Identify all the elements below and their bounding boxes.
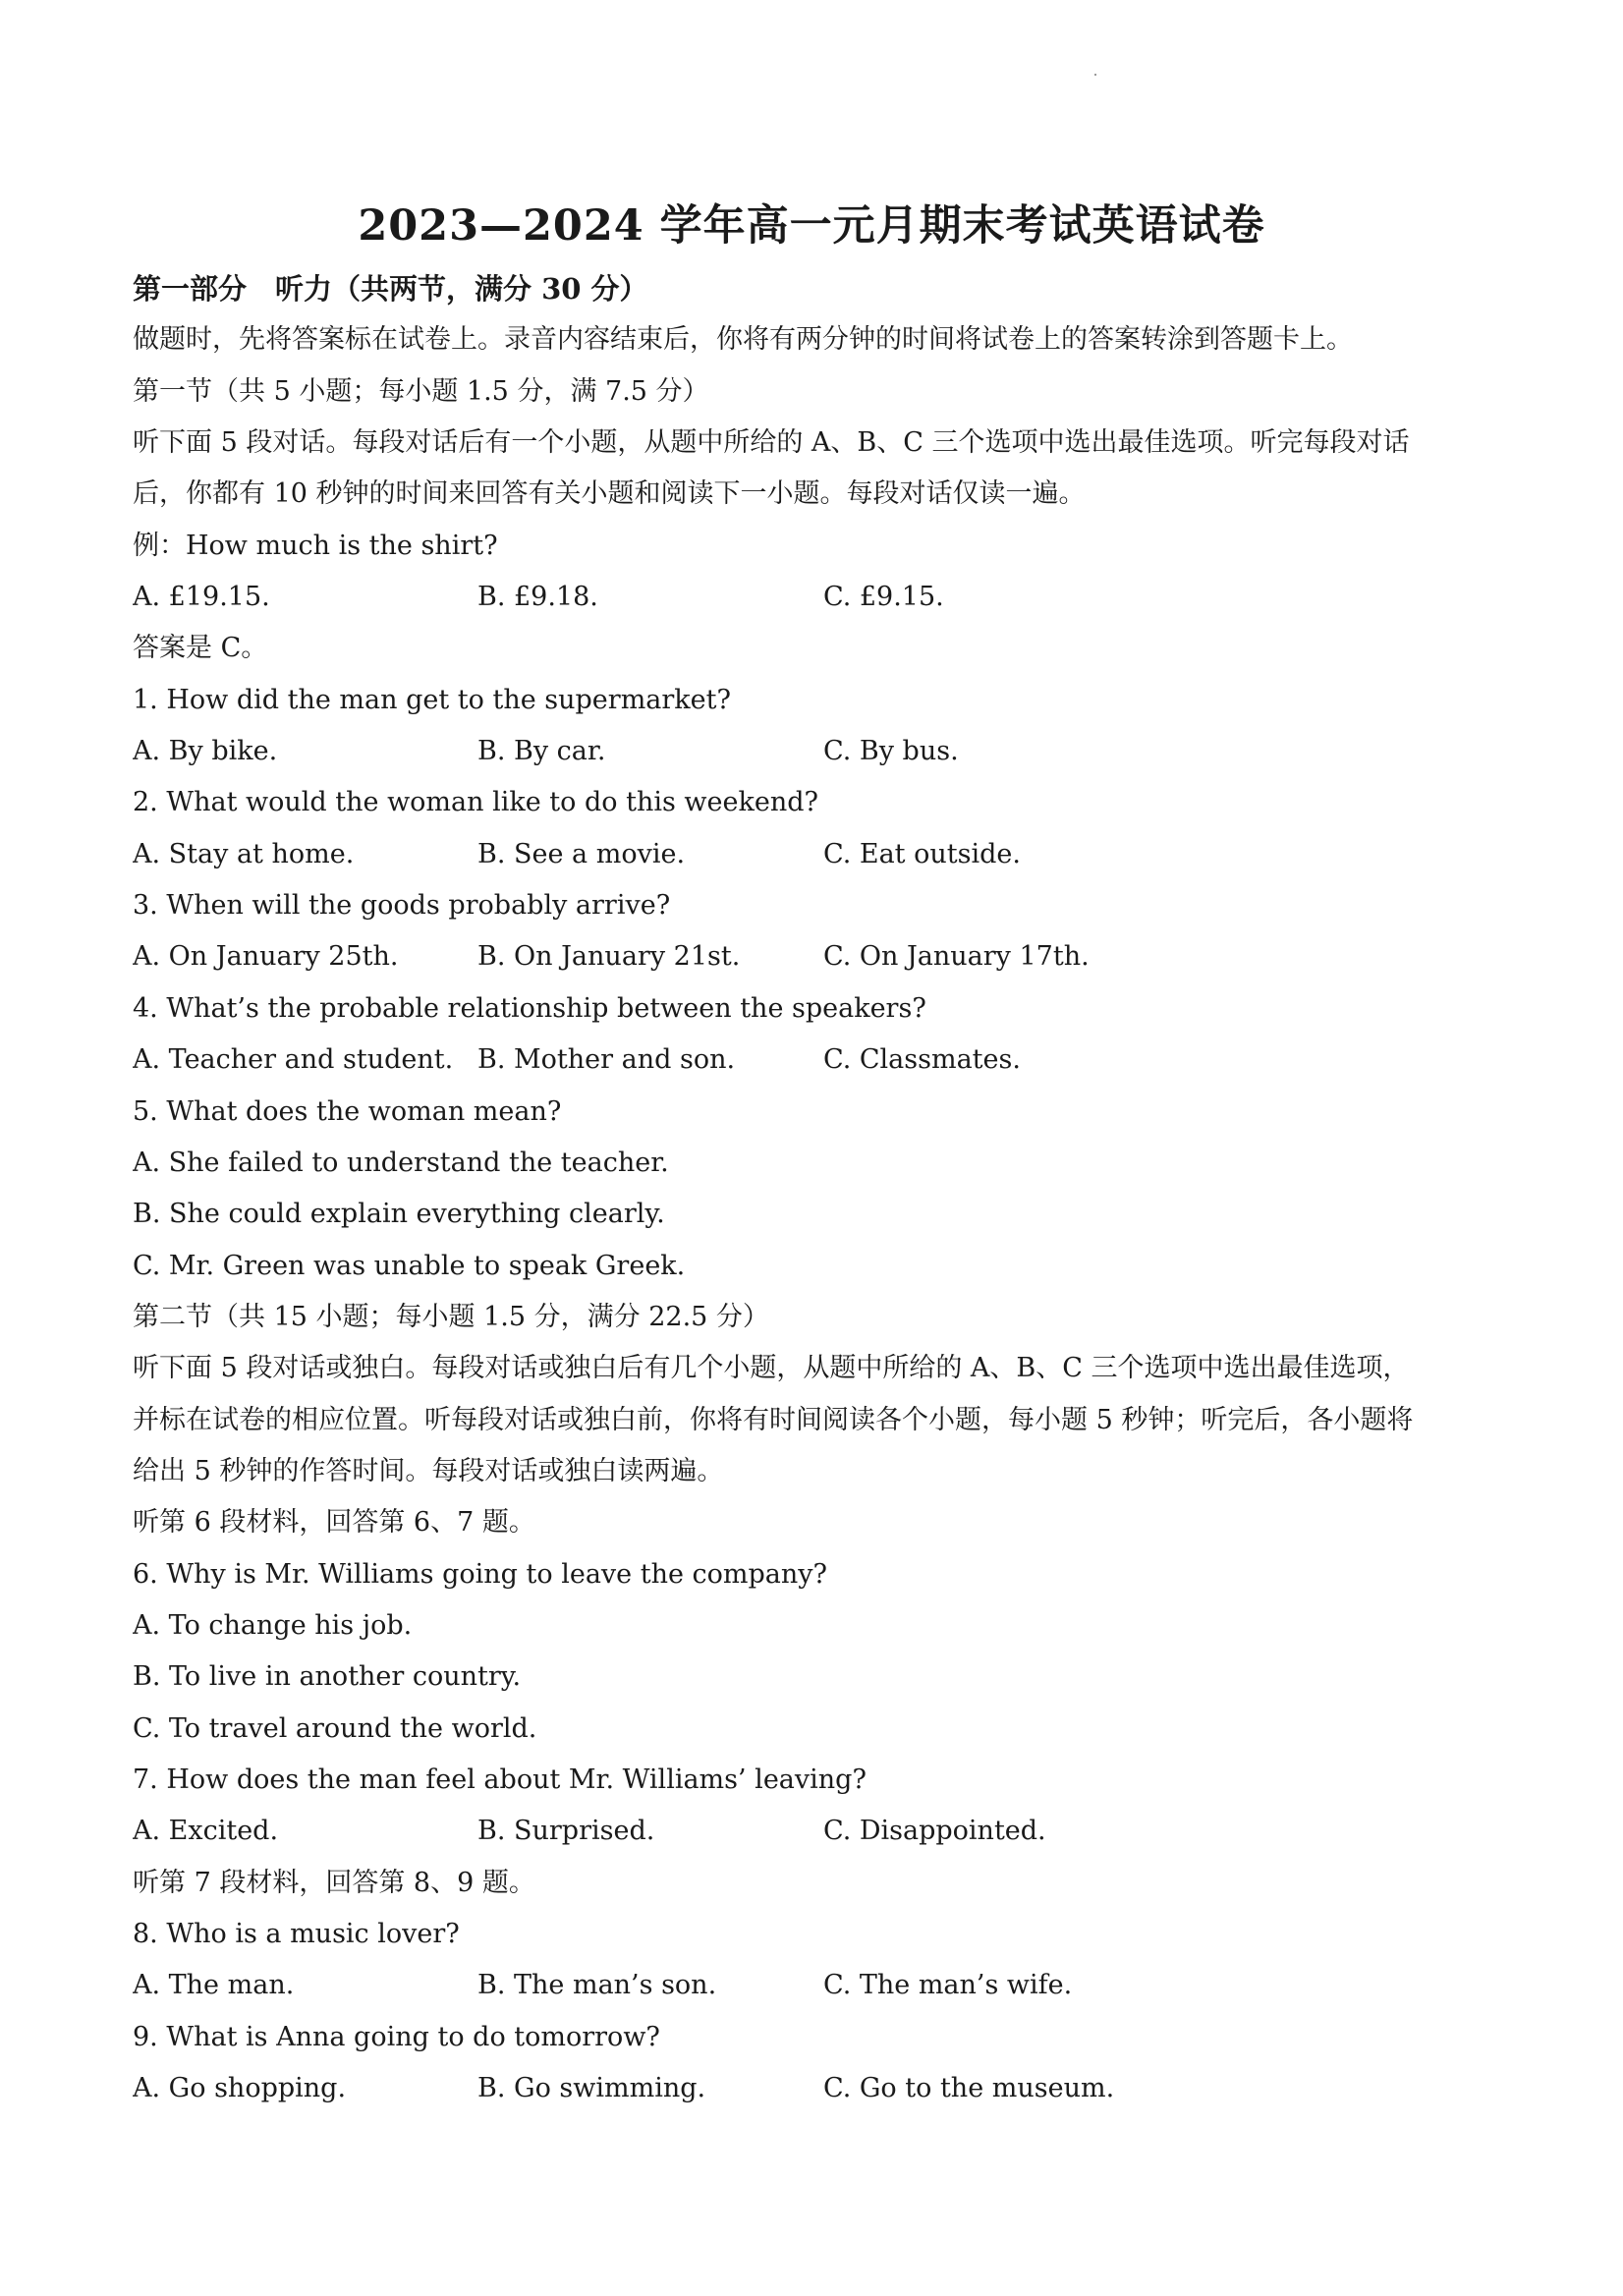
material-6-heading: 听第 6 段材料，回答第 6、7 题。 xyxy=(133,1507,535,1539)
question-4-options xyxy=(133,1035,1508,1086)
material-7-heading: 听第 7 段材料，回答第 8、9 题。 xyxy=(133,1867,535,1898)
option-b: B. On January 21st. xyxy=(477,941,741,973)
option-b: B. See a movie. xyxy=(477,838,686,869)
question-9-options xyxy=(133,2063,1508,2114)
section2-instruction-line: 听下面 5 段对话或独白。每段对话或独白后有几个小题，从题中所给的 A、B、C 三个选项中选出最佳选项， xyxy=(133,1353,1410,1384)
option-c: C. Disappointed. xyxy=(823,1816,1046,1847)
part1-instruction: 做题时，先将答案标在试卷上。录音内容结束后，你将有两分钟的时间将试卷上的答案转涂到答题卡上。 xyxy=(133,324,1353,356)
section1-heading: 第一节（共 5 小题；每小题 1.5 分，满 7.5 分） xyxy=(133,375,709,407)
option-a: A. She failed to understand the teacher. xyxy=(133,1147,669,1178)
option-b: B. The man’s son. xyxy=(477,1970,717,2001)
question-7: 7. How does the man feel about Mr. Williams’ leaving? xyxy=(133,1764,867,1795)
option-a: A. On January 25th. xyxy=(133,941,399,973)
scan-speck xyxy=(1094,74,1096,76)
option-b: B. Mother and son. xyxy=(477,1044,736,1076)
option-b: B. By car. xyxy=(477,736,606,767)
question-8-options xyxy=(133,1960,1508,2011)
option-c: C. On January 17th. xyxy=(823,941,1090,973)
option-a: A. £19.15. xyxy=(133,582,270,613)
option-c: C. Mr. Green was unable to speak Greek. xyxy=(133,1250,686,1281)
question-3: 3. When will the goods probably arrive? xyxy=(133,890,671,922)
exam-title: 2023—2024 学年高一元月期末考试英语试卷 xyxy=(358,201,1265,251)
question-5: 5. What does the woman mean? xyxy=(133,1095,562,1127)
section2-instruction-line: 给出 5 秒钟的作答时间。每段对话或独白读两遍。 xyxy=(133,1455,724,1486)
question-3-options xyxy=(133,931,1508,982)
question-2: 2. What would the woman like to do this weekend? xyxy=(133,787,818,818)
example-options xyxy=(133,572,1508,623)
question-7-options xyxy=(133,1806,1508,1857)
option-c: C. Eat outside. xyxy=(823,838,1021,869)
section2-heading: 第二节（共 15 小题；每小题 1.5 分，满分 22.5 分） xyxy=(133,1301,769,1332)
option-b: B. To live in another country. xyxy=(133,1661,522,1693)
option-c: C. £9.15. xyxy=(823,582,944,613)
option-a: A. Teacher and student. xyxy=(133,1044,454,1076)
question-4: 4. What’s the probable relationship between the speakers? xyxy=(133,992,926,1024)
question-6: 6. Why is Mr. Williams going to leave the company? xyxy=(133,1558,828,1590)
option-c: C. Go to the museum. xyxy=(823,2073,1115,2104)
option-c: C. The man’s wife. xyxy=(823,1970,1073,2001)
option-b: B. £9.18. xyxy=(477,582,598,613)
option-a: A. Go shopping. xyxy=(133,2073,347,2104)
exam-content xyxy=(133,263,1508,2114)
section1-instruction-line: 听下面 5 段对话。每段对话后有一个小题，从题中所给的 A、B、C 三个选项中选出最佳选项。听完每段对话 xyxy=(133,427,1410,459)
option-b: B. Go swimming. xyxy=(477,2073,706,2104)
option-b: B. She could explain everything clearly. xyxy=(133,1199,665,1230)
question-8: 8. Who is a music lover? xyxy=(133,1919,460,1949)
question-1-options xyxy=(133,726,1508,777)
option-c: C. Classmates. xyxy=(823,1044,1021,1076)
option-a: A. By bike. xyxy=(133,736,278,767)
question-9: 9. What is Anna going to do tomorrow? xyxy=(133,2021,660,2052)
option-a: A. To change his job. xyxy=(133,1609,413,1641)
option-c: C. By bus. xyxy=(823,736,959,767)
example-question: 例：How much is the shirt? xyxy=(133,530,498,561)
option-c: C. To travel around the world. xyxy=(133,1712,537,1744)
section2-instruction-line: 并标在试卷的相应位置。听每段对话或独白前，你将有时间阅读各个小题，每小题 5 秒钟；听完后，各小题将 xyxy=(133,1404,1414,1435)
option-a: A. The man. xyxy=(133,1970,295,2001)
option-a: A. Stay at home. xyxy=(133,838,355,869)
option-a: A. Excited. xyxy=(133,1816,279,1847)
question-1: 1. How did the man get to the supermarket? xyxy=(133,684,731,715)
section1-instruction-line: 后，你都有 10 秒钟的时间来回答有关小题和阅读下一小题。每段对话仅读一遍。 xyxy=(133,478,1086,510)
part1-heading: 第一部分 听力（共两节，满分 30 分） xyxy=(133,272,648,306)
option-b: B. Surprised. xyxy=(477,1816,655,1847)
question-2-options xyxy=(133,829,1508,880)
example-answer: 答案是 C。 xyxy=(133,633,268,664)
